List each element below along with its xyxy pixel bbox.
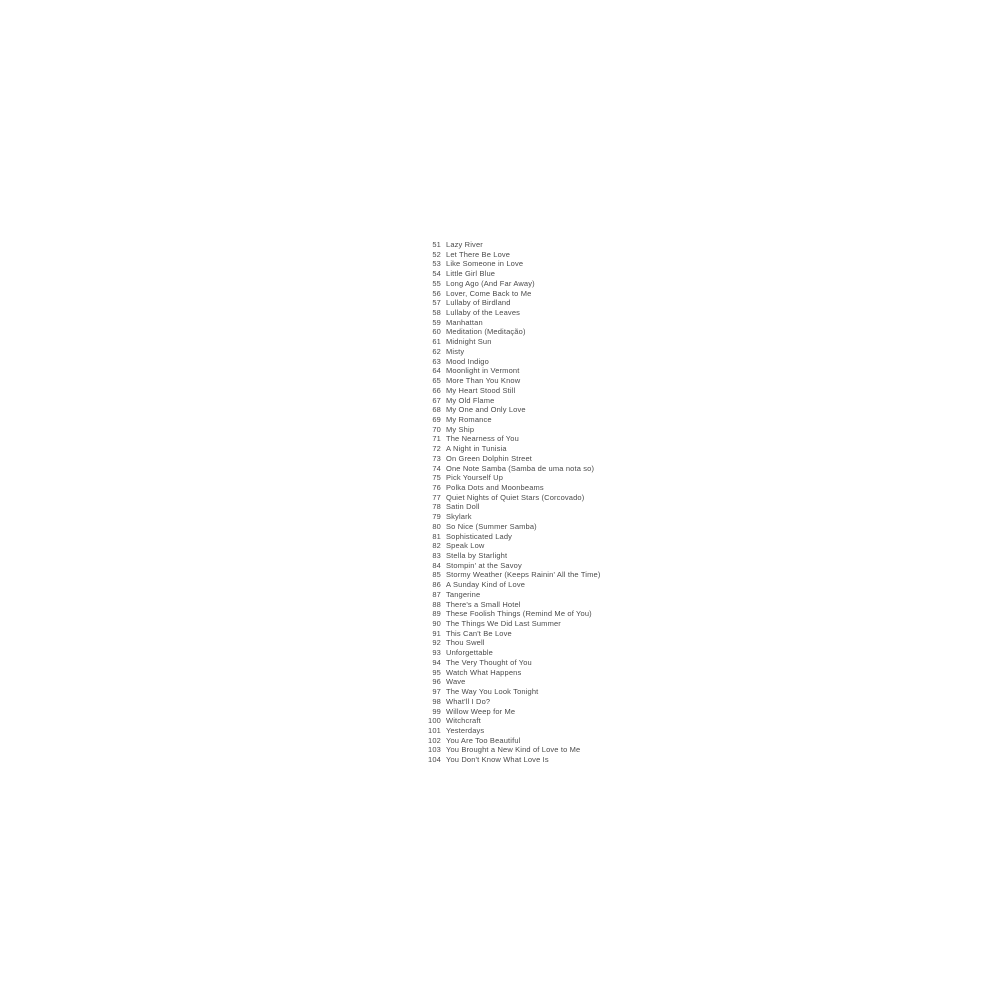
toc-entry-number: 82 <box>432 541 441 551</box>
toc-entry-title: Tangerine <box>446 589 481 599</box>
toc-entry <box>419 473 600 483</box>
toc-entry-number: 84 <box>432 560 441 570</box>
toc-entry-title: Polka Dots and Moonbeams <box>446 482 544 492</box>
toc-entry-title: So Nice (Summer Samba) <box>446 521 537 531</box>
toc-entry-number: 93 <box>432 648 441 658</box>
toc-entry <box>419 279 600 289</box>
toc-entry-title: Meditation (Meditação) <box>446 327 526 337</box>
toc-entry-number: 90 <box>432 619 441 629</box>
toc-entry <box>419 366 600 376</box>
toc-entry-title: Lazy River <box>446 240 483 249</box>
toc-entry-number: 70 <box>432 424 441 434</box>
toc-entry <box>419 629 600 639</box>
toc-entry-title: These Foolish Things (Remind Me of You) <box>446 609 592 619</box>
toc-entry-number: 64 <box>432 366 441 376</box>
toc-entry <box>419 308 600 318</box>
toc-entry-title: The Nearness of You <box>446 434 519 444</box>
toc-entry-number: 96 <box>432 677 441 687</box>
toc-entry <box>419 405 600 415</box>
toc-entry <box>419 512 600 522</box>
toc-entry <box>419 522 600 532</box>
toc-entry <box>419 337 600 347</box>
toc-entry-title: You Don't Know What Love Is <box>446 755 549 765</box>
toc-entry-title: Long Ago (And Far Away) <box>446 278 535 288</box>
toc-entry-title: Witchcraft <box>446 716 481 726</box>
toc-entry-title: There's a Small Hotel <box>446 599 521 609</box>
toc-entry-title: What'll I Do? <box>446 696 491 706</box>
toc-entry <box>419 658 600 668</box>
toc-entry-title: My Old Flame <box>446 395 495 405</box>
toc-entry-number: 77 <box>432 492 441 502</box>
toc-entry <box>419 551 600 561</box>
toc-entry-title: Satin Doll <box>446 502 480 512</box>
toc-entry-number: 87 <box>432 589 441 599</box>
toc-entry-title: Lullaby of Birdland <box>446 298 511 308</box>
toc-entry-number: 81 <box>432 531 441 541</box>
toc-entry-title: The Way You Look Tonight <box>446 687 539 697</box>
toc-entry-number: 78 <box>432 502 441 512</box>
toc-entry <box>419 327 600 337</box>
toc-entry <box>419 298 600 308</box>
toc-entry-number: 56 <box>432 288 441 298</box>
toc-entry <box>419 454 600 464</box>
toc-entry <box>419 532 600 542</box>
toc-entry <box>419 269 600 279</box>
toc-entry-title: Like Someone in Love <box>446 259 524 269</box>
toc-entry <box>419 745 600 755</box>
toc-entry-title: Wave <box>446 677 466 687</box>
toc-entry-title: On Green Dolphin Street <box>446 453 532 463</box>
toc-entry-number: 60 <box>432 327 441 337</box>
toc-entry <box>419 318 600 328</box>
toc-entry-number: 57 <box>432 298 441 308</box>
toc-entry-title: Thou Swell <box>446 638 485 648</box>
toc-entry <box>419 638 600 648</box>
toc-entry-number: 91 <box>432 628 441 638</box>
toc-entry-number: 85 <box>432 570 441 580</box>
toc-entry-number: 92 <box>432 638 441 648</box>
toc-entry-title: One Note Samba (Samba de uma nota so) <box>446 463 595 473</box>
toc-entry <box>419 502 600 512</box>
toc-entry-title: The Things We Did Last Summer <box>446 619 561 629</box>
toc-entry <box>419 541 600 551</box>
toc-entry-title: A Sunday Kind of Love <box>446 580 526 590</box>
toc-entry-number: 52 <box>432 249 441 259</box>
toc-entry-title: Speak Low <box>446 541 485 551</box>
toc-entry-number: 54 <box>432 269 441 279</box>
toc-entry-number: 72 <box>432 444 441 454</box>
toc-entry <box>419 648 600 658</box>
toc-entry-title: Yesterdays <box>446 725 485 735</box>
toc-entry <box>419 687 600 697</box>
toc-entry-number: 95 <box>432 667 441 677</box>
toc-entry <box>419 493 600 503</box>
toc-entry <box>419 716 600 726</box>
toc-entry-number: 94 <box>432 657 441 667</box>
toc-entry <box>419 677 600 687</box>
toc-entry-number: 102 <box>428 735 441 745</box>
toc-entry <box>419 259 600 269</box>
toc-entry-number: 86 <box>432 580 441 590</box>
toc-entry-number: 83 <box>432 551 441 560</box>
toc-entry-title: Quiet Nights of Quiet Stars (Corcovado) <box>446 492 585 502</box>
toc-entry-number: 80 <box>432 521 441 531</box>
toc-entry-title: Unforgettable <box>446 648 493 658</box>
toc-entry-title: My Romance <box>446 414 492 424</box>
toc-entry-title: Sophisticated Lady <box>446 531 513 541</box>
toc-entry <box>419 386 600 396</box>
toc-entry-title: My Heart Stood Still <box>446 385 516 395</box>
toc-entry <box>419 444 600 454</box>
toc-entry-title: Stella by Starlight <box>446 551 508 560</box>
toc-entry-title: The Very Thought of You <box>446 657 532 667</box>
toc-entry-title: Skylark <box>446 512 472 522</box>
toc-entry-title: Pick Yourself Up <box>446 473 504 483</box>
toc-entry-number: 59 <box>432 317 441 327</box>
toc-entry <box>419 240 600 250</box>
toc-entry-title: Midnight Sun <box>446 337 492 347</box>
toc-entry <box>419 619 600 629</box>
toc-entry <box>419 464 600 474</box>
toc-entry <box>419 347 600 357</box>
toc-entry-title: Watch What Happens <box>446 667 522 677</box>
toc-entry-number: 58 <box>432 308 441 318</box>
toc-entry <box>419 289 600 299</box>
toc-entry-number: 65 <box>432 376 441 386</box>
toc-entry-title: You Brought a New Kind of Love to Me <box>446 745 581 755</box>
toc-entry-number: 97 <box>432 687 441 697</box>
toc-entry-number: 101 <box>428 725 441 735</box>
toc-entry <box>419 483 600 493</box>
toc-entry <box>419 609 600 619</box>
toc-entry-number: 68 <box>432 405 441 415</box>
toc-entry-title: Lullaby of the Leaves <box>446 308 521 318</box>
toc-entry-title: More Than You Know <box>446 376 521 386</box>
toc-entry-title: Misty <box>446 346 465 356</box>
toc-entry-number: 55 <box>432 278 441 288</box>
toc-entry <box>419 580 600 590</box>
toc-entry-title: Little Girl Blue <box>446 269 496 279</box>
toc-entry <box>419 250 600 260</box>
toc-entry <box>419 415 600 425</box>
toc-entry-number: 73 <box>432 453 441 463</box>
toc-entry-title: You Are Too Beautiful <box>446 735 521 745</box>
toc-entry-number: 88 <box>432 599 441 609</box>
toc-entry-number: 98 <box>432 696 441 706</box>
toc-entry-number: 79 <box>432 512 441 522</box>
toc-entry <box>419 707 600 717</box>
toc-entry-number: 62 <box>432 346 441 356</box>
toc-entry-title: This Can't Be Love <box>446 628 512 638</box>
toc-entry <box>419 755 600 765</box>
toc-entry <box>419 570 600 580</box>
toc-entry <box>419 434 600 444</box>
toc-entry <box>419 697 600 707</box>
toc-entry-number: 66 <box>432 385 441 395</box>
toc-entry-number: 63 <box>432 356 441 366</box>
toc-entry-title: Manhattan <box>446 317 483 327</box>
toc-entry-number: 74 <box>432 463 441 473</box>
toc-entry <box>419 726 600 736</box>
toc-entry <box>419 561 600 571</box>
toc-entry <box>419 600 600 610</box>
toc-entry-title: Mood Indigo <box>446 356 489 366</box>
toc-entry-number: 53 <box>432 259 441 269</box>
toc-entry-number: 104 <box>428 755 441 765</box>
toc-entry-number: 100 <box>428 716 441 726</box>
toc-entry-number: 89 <box>432 609 441 619</box>
toc-entry-title: My One and Only Love <box>446 405 526 415</box>
toc-entry-number: 103 <box>428 745 441 755</box>
toc-entry-title: Lover, Come Back to Me <box>446 288 532 298</box>
toc-entry <box>419 425 600 435</box>
toc-entry-title: My Ship <box>446 424 475 434</box>
toc-entry-number: 61 <box>432 337 441 347</box>
toc-entry <box>419 736 600 746</box>
toc-entry <box>419 396 600 406</box>
toc-entry-title: Stompin' at the Savoy <box>446 560 522 570</box>
toc-entry-number: 71 <box>432 434 441 444</box>
toc-entry-title: Willow Weep for Me <box>446 706 516 716</box>
toc-entry-number: 76 <box>432 482 441 492</box>
toc-entry <box>419 357 600 367</box>
toc-entry-title: Stormy Weather (Keeps Rainin' All the Time) <box>446 570 601 580</box>
toc-entry <box>419 668 600 678</box>
toc-entry-title: Moonlight in Vermont <box>446 366 520 376</box>
toc-list <box>419 240 600 765</box>
toc-entry <box>419 376 600 386</box>
toc-entry-number: 69 <box>432 414 441 424</box>
toc-entry-number: 75 <box>432 473 441 483</box>
toc-entry-number: 67 <box>432 395 441 405</box>
toc-entry-title: Let There Be Love <box>446 249 511 259</box>
toc-entry-number: 51 <box>432 240 441 249</box>
toc-entry <box>419 590 600 600</box>
toc-entry-number: 99 <box>432 706 441 716</box>
toc-entry-title: A Night in Tunisia <box>446 444 507 454</box>
